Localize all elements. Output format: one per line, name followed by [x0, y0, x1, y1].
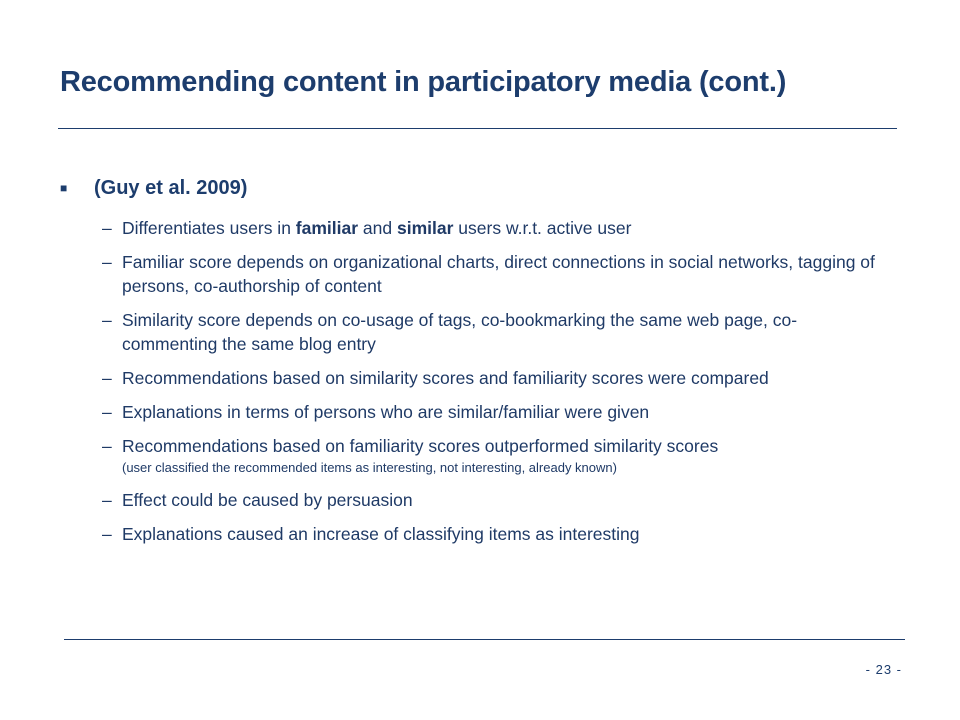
sub-bullet-text: Recommendations based on similarity scores and familiarity scores were compared — [122, 368, 769, 388]
text-segment: users w.r.t. active user — [453, 218, 632, 238]
footer-divider — [64, 639, 905, 640]
dash-icon: – — [102, 218, 112, 238]
dash-icon: – — [102, 524, 112, 544]
sub-bullet-item — [58, 308, 908, 356]
sub-bullet-item — [58, 250, 908, 298]
sub-bullet-list — [58, 216, 908, 546]
page-number: - 23 - — [865, 662, 902, 677]
dash-icon: – — [102, 368, 112, 388]
sub-bullet-item — [58, 488, 908, 512]
slide-content — [58, 172, 908, 556]
sub-bullet-text — [122, 434, 882, 478]
square-bullet-icon: ■ — [60, 181, 68, 195]
slide-title: Recommending content in participatory media (cont.) — [60, 66, 787, 98]
dash-icon: – — [102, 310, 112, 330]
emphasis-familiar: familiar — [295, 218, 359, 238]
title-divider — [58, 128, 897, 129]
sub-bullet-text: Explanations caused an increase of classifying items as interesting — [122, 524, 640, 544]
sub-bullet-item — [58, 366, 908, 390]
sub-bullet-main-text: Recommendations based on familiarity scores outperformed similarity scores — [122, 436, 719, 456]
sub-bullet-text — [122, 216, 882, 240]
sub-bullet-text: Explanations in terms of persons who are similar/familiar were given — [122, 402, 650, 422]
sub-bullet-text: Similarity score depends on co-usage of tags, co-bookmarking the same web page, co-commenting the same blog entry — [122, 310, 798, 354]
main-bullet — [58, 172, 908, 204]
sub-bullet-item — [58, 216, 908, 240]
dash-icon: – — [102, 252, 112, 272]
dash-icon: – — [102, 490, 112, 510]
sub-bullet-text: Familiar score depends on organizational charts, direct connections in social networks, tagging of persons, co-authorship of content — [122, 252, 875, 296]
main-bullet-text: (Guy et al. 2009) — [94, 177, 248, 199]
dash-icon: – — [102, 436, 112, 456]
sub-bullet-text: Effect could be caused by persuasion — [122, 490, 413, 510]
text-segment: Differentiates users in — [122, 218, 296, 238]
text-segment: and — [358, 218, 397, 238]
sub-bullet-item — [58, 400, 908, 424]
sub-bullet-item — [58, 522, 908, 546]
sub-bullet-item — [58, 434, 908, 478]
sub-bullet-note: (user classified the recommended items as interesting, not interesting, already known) — [122, 460, 617, 475]
emphasis-similar: similar — [396, 218, 454, 238]
dash-icon: – — [102, 402, 112, 422]
